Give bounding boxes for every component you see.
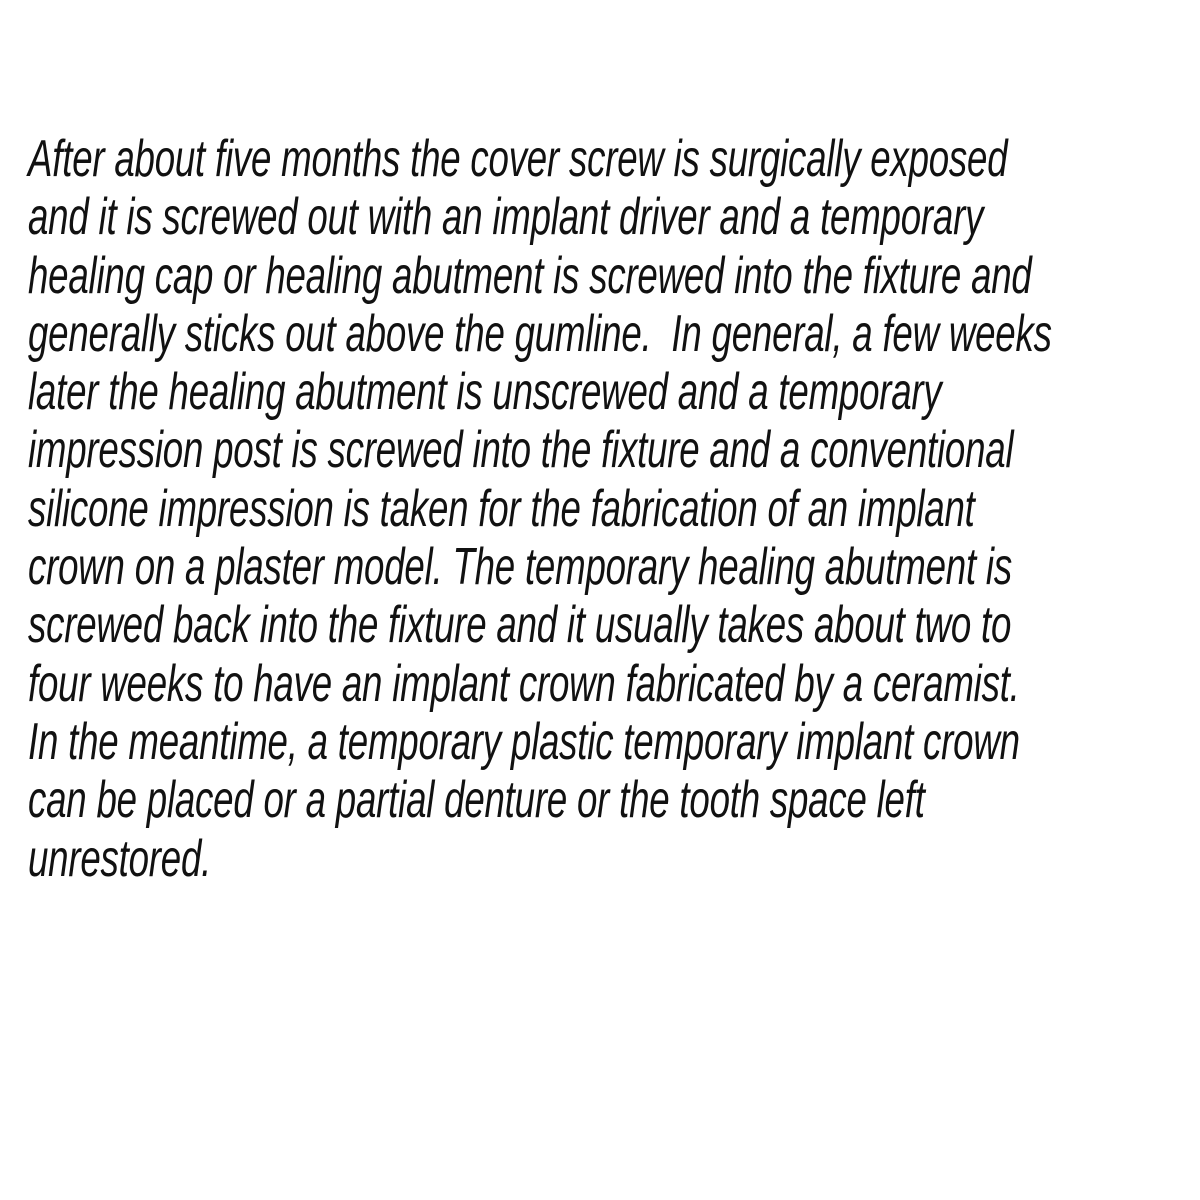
text-line: screwed back into the fixture and it usually takes about two to — [28, 596, 1012, 655]
text-line: four weeks to have an implant crown fabricated by a ceramist. — [28, 654, 1020, 713]
text-line: silicone impression is taken for the fabrication of an implant — [28, 479, 975, 538]
text-line: crown on a plaster model. The temporary healing abutment is — [28, 538, 1012, 597]
text-line: healing cap or healing abutment is screwed into the fixture and — [28, 246, 1032, 305]
text-line: unrestored. — [28, 829, 212, 888]
text-line: In the meantime, a temporary plastic temporary implant crown — [28, 712, 1020, 771]
text-line: impression post is screwed into the fixture and a conventional — [28, 421, 1014, 480]
text-line: generally sticks out above the gumline. In general, a few weeks — [28, 304, 1052, 363]
text-line: After about five months the cover screw is surgically exposed — [28, 130, 1008, 188]
body-text — [28, 130, 1188, 888]
text-line: later the healing abutment is unscrewed and a temporary — [28, 363, 942, 422]
text-line: and it is screwed out with an implant driver and a temporary — [28, 188, 984, 247]
text-line: can be placed or a partial denture or the tooth space left — [28, 771, 925, 830]
